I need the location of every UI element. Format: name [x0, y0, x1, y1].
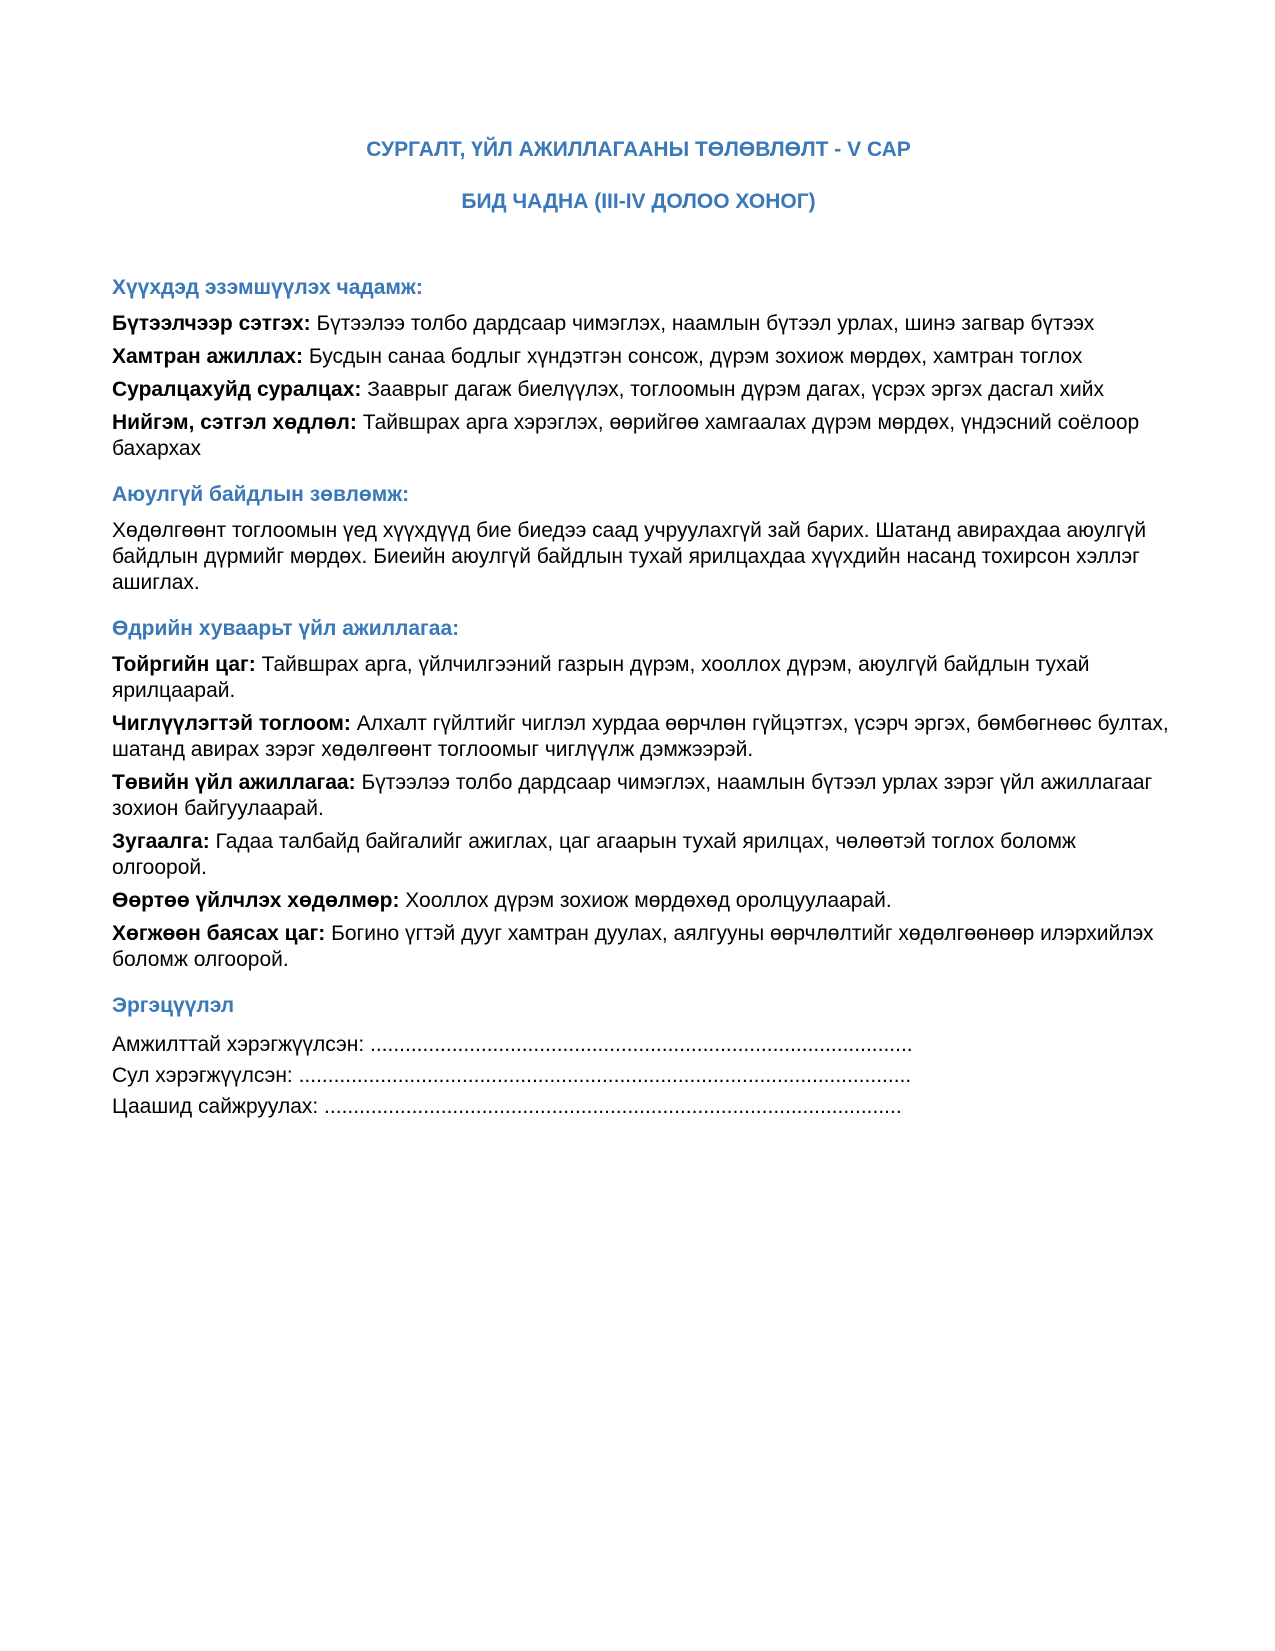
page-subtitle: БИД ЧАДНА (III-IV ДОЛОО ХОНОГ) — [461, 190, 816, 213]
daily-item — [112, 888, 1172, 914]
daily-label: Өөртөө үйлчлэх хөдөлмөр: — [112, 889, 400, 912]
daily-item — [112, 652, 1172, 704]
competencies-heading: Хүүхдэд эзэмшүүлэх чадамж: — [112, 276, 423, 299]
reflection-line: Амжилттай хэрэгжүүлсэн: ............................................................................................. — [112, 1033, 913, 1056]
daily-label: Тойргийн цаг: — [112, 653, 256, 676]
competency-text: Тайвшрах арга хэрэглэх, өөрийгөө хамгаалах дүрэм мөрдөх, үндэсний соёлоор бахархах — [112, 411, 1140, 460]
reflection-line: Цаашид сайжруулах: ................................................................................................... — [112, 1095, 902, 1118]
daily-text: Богино үгтэй дууг хамтран дуулах, аялгууны өөрчлөлтийг хөдөлгөөнөөр илэрхийлэх боломж олгоорой. — [112, 922, 1154, 971]
safety-section — [112, 482, 1172, 596]
competency-label: Хамтран ажиллах: — [112, 345, 304, 368]
daily-item — [112, 829, 1172, 881]
competency-label: Нийгэм, сэтгэл хөдлөл: — [112, 411, 357, 434]
page-title: СУРГАЛТ, ҮЙЛ АЖИЛЛАГААНЫ ТӨЛӨВЛӨЛТ - V САР — [366, 138, 911, 161]
daily-label: Хөгжөөн баясах цаг: — [112, 922, 326, 945]
safety-text: Хөдөлгөөнт тоглоомын үед хүүхдүүд бие биедээ саад учруулахгүй зай барих. Шатанд авирахдаа аюулгүй байдлын дүрмийг мөрдөх. Биеийн аюулгүй байдлын тухай ярилцахдаа хүүхдийн насанд тохирсон хэллэг ашиглах. — [112, 519, 1147, 594]
reflection-heading: Эргэцүүлэл — [112, 994, 235, 1017]
daily-item — [112, 711, 1172, 763]
daily-text: Бүтээлээ толбо дардсаар чимэглэх, наамлын бүтээл урлах зэрэг үйл ажиллагааг зохион байгуулаарай. — [112, 771, 1153, 820]
daily-label: Чиглүүлэгтэй тоглоом: — [112, 712, 351, 735]
document-body — [112, 275, 1172, 1142]
daily-text: Хооллох дүрэм зохиож мөрдөхөд оролцуулаарай. — [399, 889, 892, 912]
competency-label: Суралцахуйд суралцах: — [112, 378, 362, 401]
daily-label: Зугаалга: — [112, 830, 210, 853]
reflection-section — [112, 993, 1172, 1122]
daily-text: Гадаа талбайд байгалийг ажиглах, цаг агаарын тухай ярилцах, чөлөөтэй тоглох боломж олгоорой. — [112, 830, 1076, 879]
competency-item — [112, 311, 1172, 337]
competency-text: Бүтээлээ толбо дардсаар чимэглэх, наамлын бүтээл урлах, шинэ загвар бүтээх — [310, 312, 1095, 335]
daily-text: Алхалт гүйлтийг чиглэл хурдаа өөрчлөн гүйцэтгэх, үсэрч эргэх, бөмбөгнөөс бултах, шатанд авирах зэрэг хөдөлгөөнт тоглоомыг чиглүүлж дэмжээрэй. — [112, 712, 1169, 761]
daily-section — [112, 616, 1172, 973]
daily-label: Төвийн үйл ажиллагаа: — [112, 771, 356, 794]
competency-text: Бусдын санаа бодлыг хүндэтгэн сонсож, дүрэм зохиож мөрдөх, хамтран тоглох — [303, 345, 1083, 368]
competency-item — [112, 344, 1172, 370]
safety-heading: Аюулгүй байдлын зөвлөмж: — [112, 483, 410, 506]
daily-text: Тайвшрах арга, үйлчилгээний газрын дүрэм, хооллох дүрэм, аюулгүй байдлын тухай ярилцаарай. — [112, 653, 1090, 702]
daily-item — [112, 921, 1172, 973]
daily-heading: Өдрийн хуваарьт үйл ажиллагаа: — [112, 617, 460, 640]
competency-item — [112, 377, 1172, 403]
reflection-line: Сул хэрэгжүүлсэн: ......................................................................................................... — [112, 1064, 912, 1087]
competency-text: Зааврыг дагаж биелүүлэх, тоглоомын дүрэм дагах, үсрэх эргэх дасгал хийх — [361, 378, 1104, 401]
competency-item — [112, 410, 1172, 462]
competencies-section — [112, 275, 1172, 462]
competency-label: Бүтээлчээр сэтгэх: — [112, 312, 311, 335]
daily-item — [112, 770, 1172, 822]
